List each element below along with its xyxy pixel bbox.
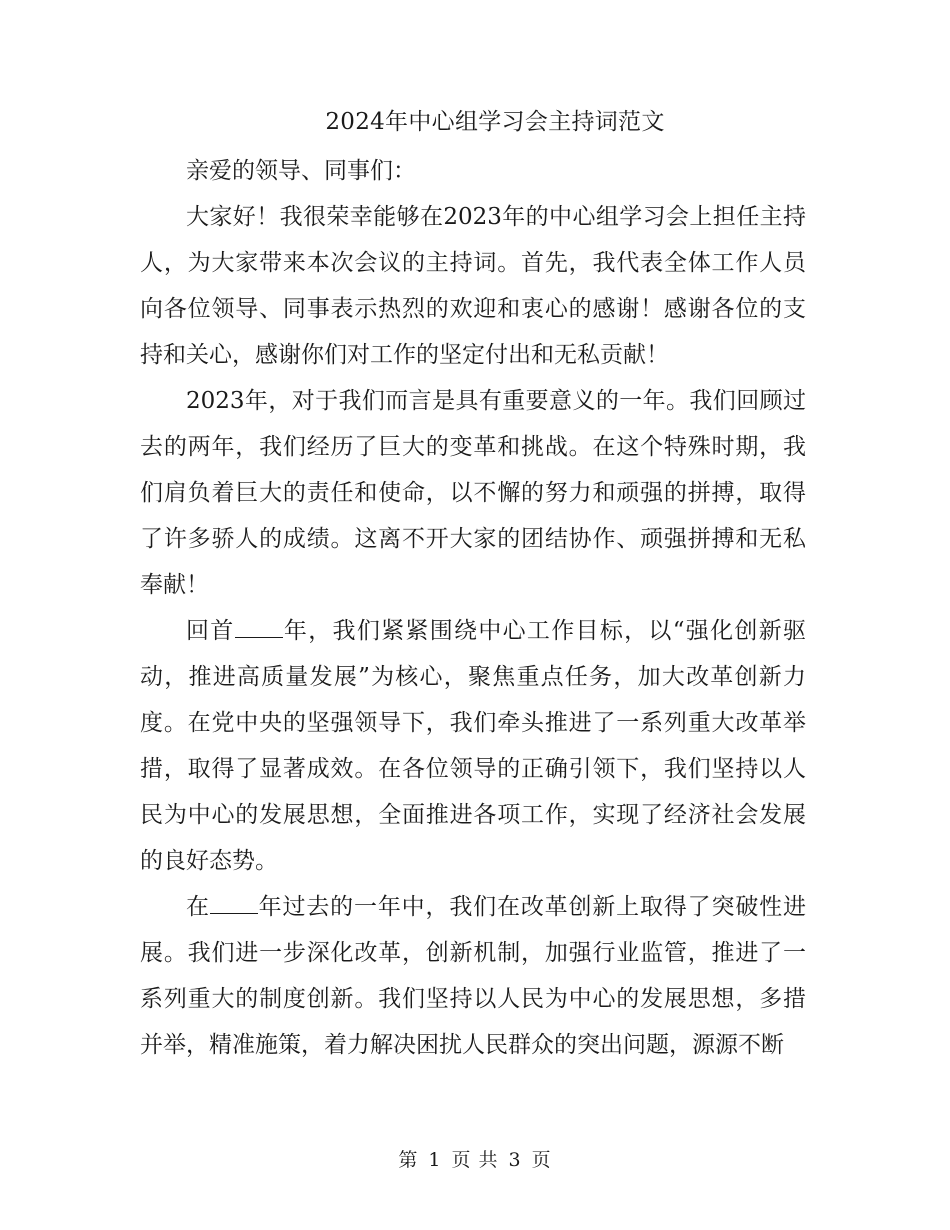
look-back-paragraph (140, 608, 806, 884)
review-paragraph: 2023年，对于我们而言是具有重要意义的一年。我们回顾过去的两年，我们经历了巨大的变革和挑战。在这个特殊时期，我们肩负着巨大的责任和使命，以不懈的努力和顽强的拼搏，取得了许多骄人的成绩。这离不开大家的团结协作、顽强拼搏和无私奉献！ (140, 388, 806, 598)
progress-body-text: 年过去的一年中，我们在改革创新上取得了突破性进展。我们进一步深化改革，创新机制，加强行业监管，推进了一系列重大的制度创新。我们坚持以人民为中心的发展思想，多措并举，精准施策，着力解决困扰人民群众的突出问题，源源不断 (140, 894, 807, 1058)
look-back-body-text: 年，我们紧紧围绕中心工作目标，以“强化创新驱动，推进高质量发展”为核心，聚焦重点任务，加大改革创新力度。在党中央的坚强领导下，我们牵头推进了一系列重大改革举措，取得了显著成效。在各位领导的正确引领下，我们坚持以人民为中心的发展思想，全面推进各项工作，实现了经济社会发展的良好态势。 (140, 618, 806, 874)
page-label-mid: 页 共 (451, 1149, 499, 1171)
page-label-prefix: 第 (398, 1149, 419, 1171)
year-fill-blank (235, 617, 283, 638)
salutation-paragraph: 亲爱的领导、同事们： (186, 158, 416, 184)
page-number-footer (0, 1145, 950, 1175)
progress-lead-text: 在 (186, 894, 210, 920)
progress-paragraph (140, 884, 806, 1068)
total-page-count: 3 (508, 1149, 522, 1171)
look-back-lead-text: 回首 (186, 618, 235, 644)
document-body (140, 148, 806, 1068)
current-page-number: 1 (428, 1149, 442, 1171)
document-title: 2024年中心组学习会主持词范文 (325, 109, 665, 135)
page-label-suffix: 页 (531, 1149, 552, 1171)
greeting-paragraph: 大家好！我很荣幸能够在2023年的中心组学习会上担任主持人，为大家带来本次会议的主持词。首先，我代表全体工作人员向各位领导、同事表示热烈的欢迎和衷心的感谢！感谢各位的支持和关心，感谢你们对工作的坚定付出和无私贡献！ (140, 204, 806, 368)
year-fill-blank (210, 893, 258, 914)
